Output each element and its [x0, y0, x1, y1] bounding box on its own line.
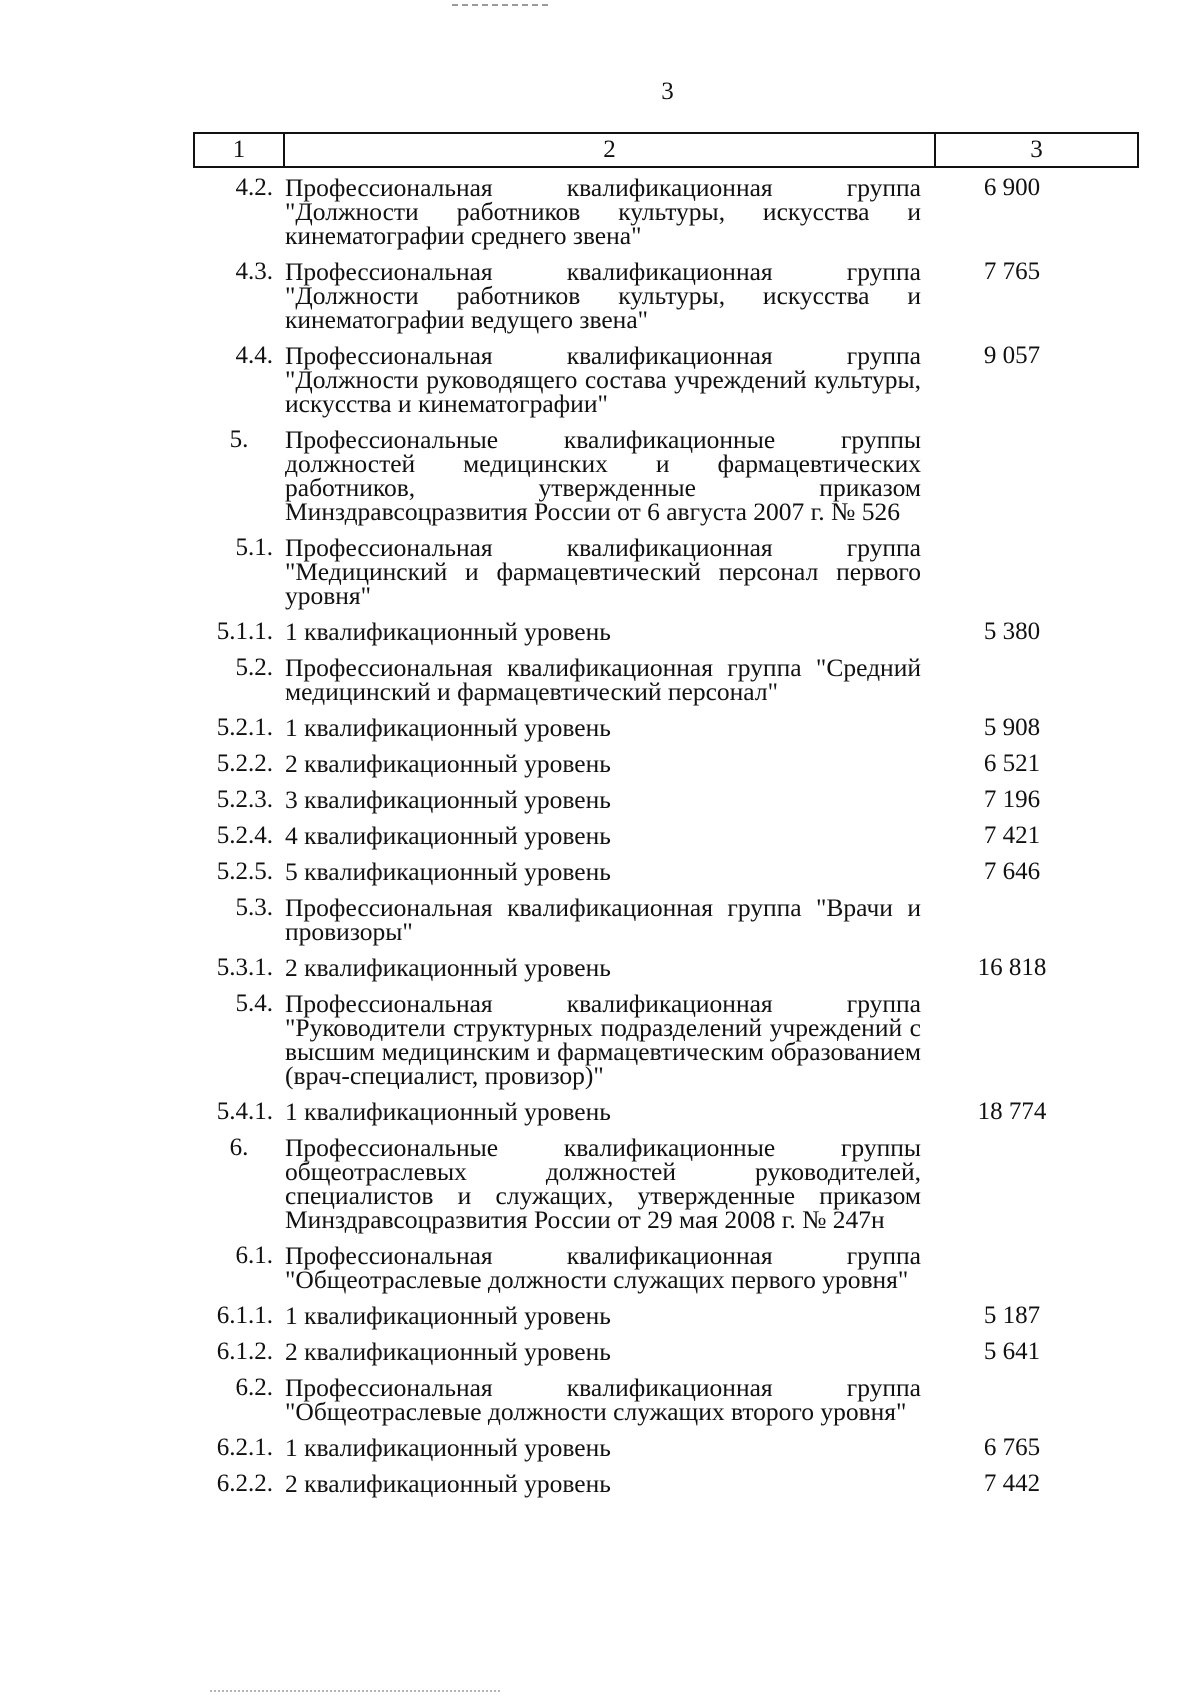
table-row	[193, 713, 1139, 742]
row-number: 5.2.4.	[216, 822, 273, 849]
page-number: 3	[661, 78, 674, 105]
row-text: 1 квалификационный уровень	[285, 1433, 611, 1462]
table-row	[193, 1469, 1139, 1498]
row-number: 5.3.1.	[216, 954, 273, 981]
row-text: Профессиональная квалификационная группа "Общеотраслевые должности служащих второго уровня"	[285, 1373, 921, 1426]
row-text: 4 квалификационный уровень	[285, 821, 611, 850]
table-body	[193, 173, 1139, 1508]
table-row	[193, 1301, 1139, 1330]
row-number: 5.2.1.	[216, 714, 273, 741]
row-number: 5.2.3.	[216, 786, 273, 813]
table-row	[193, 1433, 1139, 1462]
row-value: 5 908	[983, 714, 1041, 741]
row-number: 5.2.5.	[216, 858, 273, 885]
row-text: Профессиональная квалификационная группа "Должности руководящего состава учреждений культуры, искусства и кинематографии"	[285, 341, 921, 418]
table-row	[193, 533, 1139, 610]
table-row	[193, 989, 1139, 1090]
row-value: 6 765	[983, 1434, 1041, 1461]
row-number: 6.1.	[235, 1242, 273, 1269]
row-number: 6.1.1.	[216, 1302, 273, 1329]
row-text: Профессиональная квалификационная группа "Должности работников культуры, искусства и кинематографии среднего звена"	[285, 173, 921, 250]
row-text: 1 квалификационный уровень	[285, 713, 611, 742]
row-text: Профессиональная квалификационная группа "Руководители структурных подразделений учреждений с высшим медицинским и фармацевтическим образованием (врач-специалист, провизор)"	[285, 989, 921, 1090]
row-value: 5 187	[983, 1302, 1041, 1329]
row-number: 4.4.	[235, 342, 273, 369]
row-value: 7 421	[983, 822, 1041, 849]
row-number: 4.3.	[235, 258, 273, 285]
row-text: 2 квалификационный уровень	[285, 953, 611, 982]
row-value: 5 641	[983, 1338, 1041, 1365]
row-text: Профессиональные квалификационные группы должностей медицинских и фармацевтических работников, утвержденные приказом Минздравсоцразвития России от 6 августа 2007 г. № 526	[285, 425, 921, 526]
row-number: 6.2.1.	[216, 1434, 273, 1461]
row-number: 5.1.	[235, 534, 273, 561]
row-text: 1 квалификационный уровень	[285, 1301, 611, 1330]
table-row	[193, 1373, 1139, 1426]
row-text: Профессиональные квалификационные группы общеотраслевых должностей руководителей, специалистов и служащих, утвержденные приказом Минздравсоцразвития России от 29 мая 2008 г. № 247н	[285, 1133, 921, 1234]
row-value: 5 380	[983, 618, 1041, 645]
row-number: 6.1.2.	[216, 1338, 273, 1365]
table-row	[193, 617, 1139, 646]
row-value: 6 521	[983, 750, 1041, 777]
header-cell-1: 1	[195, 134, 285, 166]
scan-artifact-bottom	[210, 1690, 500, 1694]
row-value: 16 818	[977, 954, 1047, 981]
row-value: 7 646	[983, 858, 1041, 885]
row-text: Профессиональная квалификационная группа "Средний медицинский и фармацевтический персонал"	[285, 653, 921, 706]
table-row	[193, 785, 1139, 814]
row-number: 6.	[229, 1134, 249, 1161]
row-value: 6 900	[983, 174, 1041, 201]
table-row	[193, 653, 1139, 706]
row-text: 3 квалификационный уровень	[285, 785, 611, 814]
row-value: 7 196	[983, 786, 1041, 813]
row-text: 1 квалификационный уровень	[285, 617, 611, 646]
table-header	[193, 132, 1139, 168]
table-row	[193, 857, 1139, 886]
row-value: 18 774	[977, 1098, 1047, 1125]
row-text: Профессиональная квалификационная группа "Общеотраслевые должности служащих первого уровня"	[285, 1241, 921, 1294]
row-number: 5.	[229, 426, 249, 453]
row-text: Профессиональная квалификационная группа "Должности работников культуры, искусства и кинематографии ведущего звена"	[285, 257, 921, 334]
row-number: 6.2.2.	[216, 1470, 273, 1497]
row-text: 2 квалификационный уровень	[285, 1469, 611, 1498]
table-row	[193, 821, 1139, 850]
table-row	[193, 257, 1139, 334]
row-number: 5.1.1.	[216, 618, 273, 645]
row-text: 1 квалификационный уровень	[285, 1097, 611, 1126]
row-value: 9 057	[983, 342, 1041, 369]
table-row	[193, 173, 1139, 250]
table-row	[193, 1337, 1139, 1366]
table-row	[193, 1133, 1139, 1234]
row-value: 7 442	[983, 1470, 1041, 1497]
table-row	[193, 1097, 1139, 1126]
row-number: 5.2.	[235, 654, 273, 681]
row-number: 5.3.	[235, 894, 273, 921]
row-number: 6.2.	[235, 1374, 273, 1401]
header-cell-2: 2	[285, 134, 936, 166]
row-text: 2 квалификационный уровень	[285, 1337, 611, 1366]
row-text: 5 квалификационный уровень	[285, 857, 611, 886]
table-row	[193, 953, 1139, 982]
row-number: 4.2.	[235, 174, 273, 201]
row-number: 5.2.2.	[216, 750, 273, 777]
table-row	[193, 1241, 1139, 1294]
row-text: Профессиональная квалификационная группа "Медицинский и фармацевтический персонал первого уровня"	[285, 533, 921, 610]
table-row	[193, 749, 1139, 778]
table-row	[193, 893, 1139, 946]
row-value: 7 765	[983, 258, 1041, 285]
row-text: Профессиональная квалификационная группа "Врачи и провизоры"	[285, 893, 921, 946]
header-cell-3: 3	[1030, 136, 1043, 163]
row-number: 5.4.	[235, 990, 273, 1017]
table-row	[193, 341, 1139, 418]
row-number: 5.4.1.	[216, 1098, 273, 1125]
table-row	[193, 425, 1139, 526]
row-text: 2 квалификационный уровень	[285, 749, 611, 778]
scan-artifact-top	[452, 4, 548, 8]
